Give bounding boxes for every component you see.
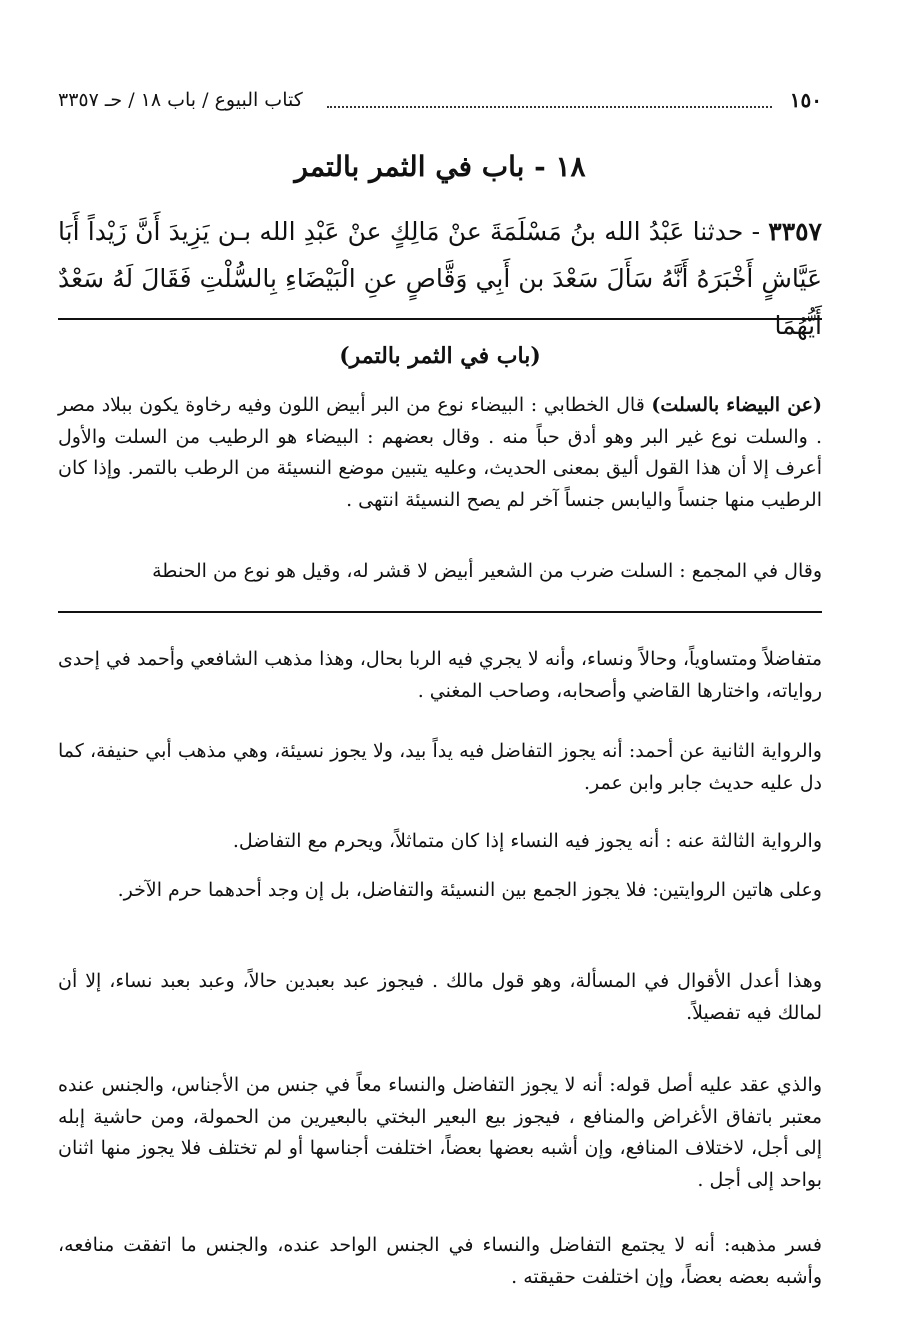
hadith-number: ٣٣٥٧ (768, 217, 822, 246)
chapter-title: ١٨ - باب في الثمر بالتمر (294, 150, 586, 183)
page-header (58, 86, 822, 114)
commentary-text: قال الخطابي : البيضاء نوع من البر أبيض اللون وفيه رخاوة يكون ببلاد مصر . والسلت نوع غير البر وهو أدق حباً منه . وقال بعضهم : البيضاء هو الرطيب من السلت والأول أعرف إلا أن هذا القول أليق بمعنى الحديث، وعليه يتبين موضع النسيئة من الرطب بالتمر. وإذا كان الرطيب منها جنساً واليابس جنساً آخر لم يصح النسيئة انتهى . (58, 394, 822, 511)
header-dotted-leader (327, 92, 772, 108)
commentary-paragraph (58, 390, 822, 516)
page-number: ١٥٠ (789, 88, 822, 112)
commentary-paragraph (58, 556, 822, 588)
hadith-text (58, 208, 822, 349)
section-divider (58, 318, 822, 320)
footnote-divider (58, 611, 822, 613)
hadith-body: - حدثنا عَبْدُ الله بنُ مَسْلَمَةَ عنْ مَالِكٍ عنْ عَبْدِ الله بـن يَزِيدَ أَنَّ زَيْداً أَبَا عَيَّاشٍ أَخْبَرَهُ أَنَّهُ سَأَلَ سَعْدَ بن أَبِي وَقَّاصٍ عنِ الْبَيْضَاءِ بِالسُّلْتِ فَقَالَ لَهُ سَعْدٌ أَيُّهُمَا (58, 217, 822, 340)
footnote-paragraph: والذي عقد عليه أصل قوله: أنه لا يجوز التفاضل والنساء معاً في جنس من الأجناس، والجنس عنده معتبر باتفاق الأغراض والمنافع ، فيجوز بيع البعير البختي بالبعيرين من الحمولة، ومن حاشية إبله إلى أجل، لاختلاف المنافع، وإن أشبه بعضها بعضاً، اختلفت أجناسها أو لم تختلف فلا يجوز منها اثنان بواحد إلى أجل . (58, 1074, 822, 1191)
footnote-paragraph: فسر مذهبه: أنه لا يجتمع التفاضل والنساء في الجنس الواحد عنده، والجنس ما اتفقت منافعه، وأشبه بعضه بعضاً، وإن اختلفت حقيقته . (58, 1234, 822, 1288)
commentary-title: (باب في الثمر بالتمر) (339, 343, 541, 369)
footnote-paragraph: والرواية الثانية عن أحمد: أنه يجوز التفاضل فيه يداً بيد، ولا يجوز نسيئة، وهي مذهب أبي حنيفة، كما دل عليه حديث جابر وابن عمر. (58, 740, 822, 794)
footnote-paragraph: والرواية الثالثة عنه : أنه يجوز فيه النساء إذا كان متماثلاً، ويحرم مع التفاضل. (232, 830, 822, 852)
footnote-paragraph: وعلى هاتين الروايتين: فلا يجوز الجمع بين النسيئة والتفاضل، بل إن وجد أحدهما حرم الآخر. (117, 879, 822, 901)
footnote-paragraph: وهذا أعدل الأقوال في المسألة، وهو قول مالك . فيجوز عبد بعبدين حالاً، وعبد بعبد نساء، إلا أن لمالك فيه تفصيلاً. (58, 970, 822, 1024)
document-page (58, 0, 822, 1338)
commentary-text: وقال في المجمع : السلت ضرب من الشعير أبيض لا قشر له، وقيل هو نوع من الحنطة (152, 560, 822, 582)
footnote-paragraph: متفاضلاً ومتساوياً، وحالاً ونساء، وأنه لا يجري فيه الربا بحال، وهذا مذهب الشافعي وأحمد في إحدى رواياته، واختارها القاضي وأصحابه، وصاحب المغني . (58, 648, 822, 702)
running-title: كتاب البيوع / باب ١٨ / حـ ٣٣٥٧ (58, 89, 303, 111)
commentary-label: (عن البيضاء بالسلت) (651, 394, 822, 416)
